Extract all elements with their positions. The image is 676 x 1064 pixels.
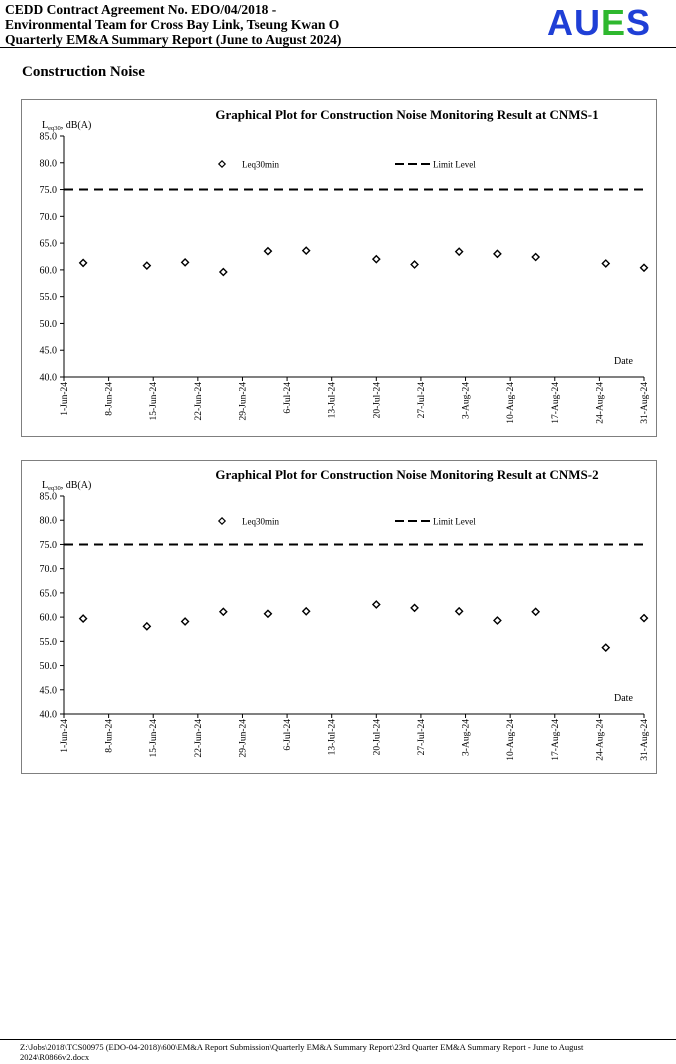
- data-point: [641, 615, 648, 622]
- x-tick-label: 27-Jul-24: [416, 719, 427, 756]
- footer-file-path: Z:\Jobs\2018\TCS00975 (EDO-04-2018)\600\EM&A Report Submission\Quarterly EM&A Summary Report\23rd Quarter EM&A Summary Report - June to August 2024\R0866v2.docx: [20, 1042, 584, 1062]
- data-point: [532, 254, 539, 261]
- x-tick-label: 15-Jun-24: [149, 719, 160, 758]
- logo-letter-s: S: [625, 2, 651, 43]
- data-point: [182, 259, 189, 266]
- header-contract-line: CEDD Contract Agreement No. EDO/04/2018 -: [5, 2, 277, 17]
- chart-panel-cnms-2: [21, 460, 657, 774]
- x-tick-label: 29-Jun-24: [238, 382, 249, 421]
- x-tick-label: 24-Aug-24: [595, 382, 606, 424]
- x-tick-label: 3-Aug-24: [461, 382, 472, 419]
- x-tick-label: 10-Aug-24: [506, 381, 517, 424]
- y-axis-label: $L_{eq30}$, dB(A): [42, 480, 92, 492]
- legend-series-marker: [219, 161, 225, 167]
- x-tick-label: 1-Jun-24: [60, 382, 70, 416]
- y-tick-label: 85.0: [39, 491, 57, 503]
- y-tick-label: 60.0: [39, 265, 57, 277]
- x-tick-label: 13-Jul-24: [327, 719, 338, 756]
- x-tick-label: 22-Jun-24: [193, 719, 204, 758]
- y-tick-label: 75.0: [39, 539, 57, 551]
- x-tick-label: 1-Jun-24: [60, 719, 70, 753]
- x-tick-label: 29-Jun-24: [238, 719, 249, 758]
- data-point: [373, 256, 380, 263]
- y-tick-label: 80.0: [39, 515, 57, 527]
- data-point: [411, 261, 418, 268]
- x-tick-label: 27-Jul-24: [416, 382, 427, 419]
- data-point: [265, 610, 272, 617]
- x-tick-label: 31-Aug-24: [640, 719, 650, 761]
- legend-series-marker: [219, 518, 225, 524]
- legend-series-label: Leq30min: [242, 159, 279, 170]
- legend-limit-label: Limit Level: [433, 516, 476, 527]
- chart-panel-cnms-1: [21, 99, 657, 437]
- data-point: [641, 264, 648, 271]
- x-tick-label: 24-Aug-24: [595, 719, 606, 761]
- data-point: [373, 601, 380, 608]
- x-tick-label: 20-Jul-24: [372, 382, 383, 419]
- y-tick-label: 45.0: [39, 345, 57, 357]
- y-tick-label: 55.0: [39, 292, 57, 304]
- y-tick-label: 70.0: [39, 564, 57, 576]
- y-tick-label: 80.0: [39, 158, 57, 170]
- data-point: [265, 248, 272, 255]
- legend-series-label: Leq30min: [242, 516, 279, 527]
- y-tick-label: 60.0: [39, 612, 57, 624]
- y-tick-label: 50.0: [39, 318, 57, 330]
- data-point: [303, 608, 310, 615]
- x-tick-label: 8-Jun-24: [104, 382, 115, 416]
- y-tick-label: 50.0: [39, 661, 57, 673]
- x-tick-label: 15-Jun-24: [149, 382, 160, 421]
- chart-cnms-1: [22, 100, 656, 436]
- data-point: [456, 248, 463, 255]
- data-point: [532, 608, 539, 615]
- data-point: [494, 250, 501, 257]
- y-tick-label: 40.0: [39, 372, 57, 384]
- data-point: [143, 623, 150, 630]
- x-tick-label: 17-Aug-24: [550, 382, 561, 424]
- section-title: Construction Noise: [22, 64, 145, 80]
- x-axis-label: Date: [614, 356, 633, 367]
- footer-divider: [0, 1039, 676, 1040]
- chart-title: Graphical Plot for Construction Noise Monitoring Result at CNMS-1: [215, 107, 599, 122]
- header-report-line: Quarterly EM&A Summary Report (June to August 2024): [5, 32, 342, 47]
- y-tick-label: 40.0: [39, 709, 57, 721]
- chart-cnms-2: [22, 461, 656, 773]
- x-tick-label: 20-Jul-24: [372, 719, 383, 756]
- y-tick-label: 85.0: [39, 131, 57, 143]
- aues-logo: [547, 4, 651, 42]
- data-point: [456, 608, 463, 615]
- x-tick-label: 17-Aug-24: [550, 719, 561, 761]
- x-tick-label: 13-Jul-24: [327, 382, 338, 419]
- x-axis-label: Date: [614, 693, 633, 704]
- data-point: [182, 618, 189, 625]
- y-tick-label: 45.0: [39, 685, 57, 697]
- y-axis-label: $L_{eq30}$, dB(A): [42, 120, 92, 132]
- y-tick-label: 65.0: [39, 238, 57, 250]
- data-point: [602, 644, 609, 651]
- x-tick-label: 3-Aug-24: [461, 719, 472, 756]
- chart-title: Graphical Plot for Construction Noise Monitoring Result at CNMS-2: [215, 467, 599, 482]
- x-tick-label: 8-Jun-24: [104, 719, 115, 753]
- x-tick-label: 10-Aug-24: [506, 719, 517, 761]
- header-divider: [0, 47, 676, 48]
- x-tick-label: 22-Jun-24: [193, 382, 204, 421]
- data-point: [220, 608, 227, 615]
- y-tick-label: 55.0: [39, 636, 57, 648]
- logo-letter-e: E: [600, 2, 626, 43]
- data-point: [80, 615, 87, 622]
- header-team-line: Environmental Team for Cross Bay Link, Tseung Kwan O: [5, 17, 340, 32]
- x-tick-label: 31-Aug-24: [640, 382, 650, 424]
- logo-letter-a: A: [546, 2, 574, 43]
- report-header: [5, 2, 671, 48]
- data-point: [494, 617, 501, 624]
- logo-letter-u: U: [573, 2, 601, 43]
- data-point: [602, 260, 609, 267]
- y-tick-label: 70.0: [39, 211, 57, 223]
- legend-limit-label: Limit Level: [433, 159, 476, 170]
- y-tick-label: 75.0: [39, 185, 57, 197]
- x-tick-label: 6-Jul-24: [283, 382, 294, 414]
- data-point: [80, 260, 87, 267]
- data-point: [143, 262, 150, 269]
- data-point: [303, 247, 310, 254]
- data-point: [411, 605, 418, 612]
- x-tick-label: 6-Jul-24: [283, 719, 294, 751]
- y-tick-label: 65.0: [39, 588, 57, 600]
- data-point: [220, 269, 227, 276]
